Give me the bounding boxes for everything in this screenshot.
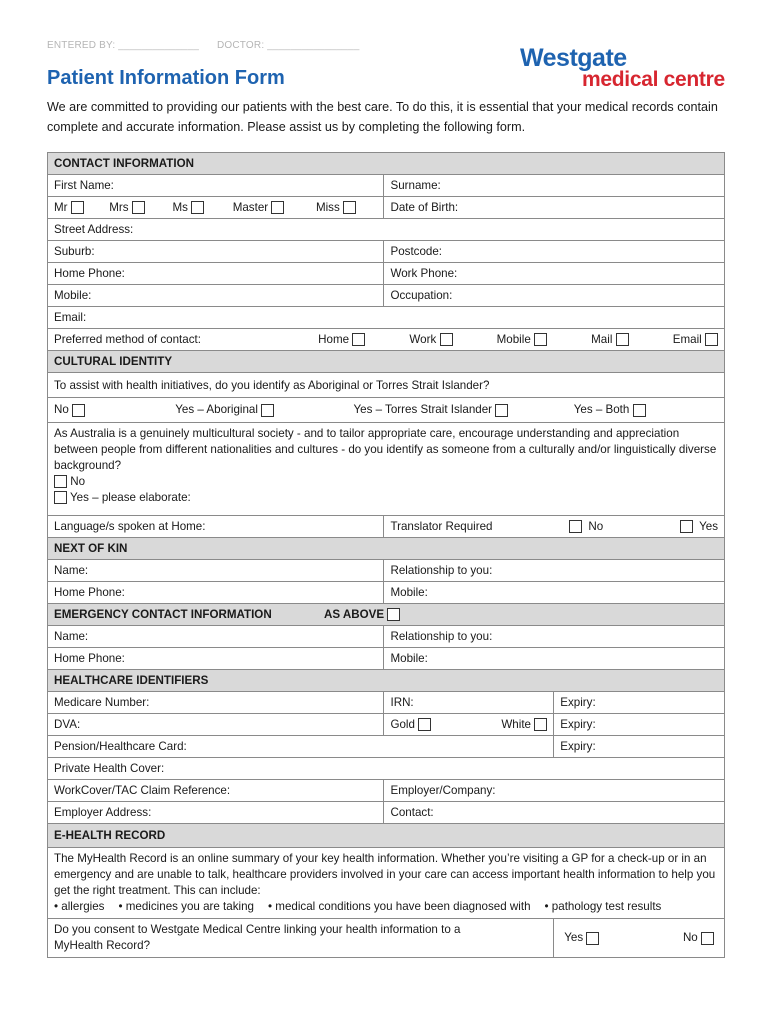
first-name-field[interactable]: First Name:: [48, 175, 384, 197]
section-contact-header: CONTACT INFORMATION: [48, 153, 725, 175]
consent-yes-checkbox[interactable]: [586, 932, 599, 945]
dva-gold-checkbox[interactable]: [418, 718, 431, 731]
method-mobile-checkbox[interactable]: [534, 333, 547, 346]
mobile-field[interactable]: Mobile:: [48, 285, 384, 307]
title-options: [48, 197, 384, 219]
method-home-label: Home: [318, 332, 350, 346]
bullet-allergies: • allergies: [54, 900, 105, 913]
title-master-label: Master: [232, 200, 269, 214]
atsi-tsi-label: Yes – Torres Strait Islander: [353, 403, 493, 417]
section-kin-header: NEXT OF KIN: [48, 538, 725, 560]
atsi-no-checkbox[interactable]: [72, 404, 85, 417]
method-mail-label: Mail: [591, 332, 613, 346]
medicare-field[interactable]: Medicare Number:: [48, 692, 384, 714]
intro-text: We are committed to providing our patients with the best care. To do this, it is essential that your medical records contain complete and accurate information. Please assist us by completing the following form.: [47, 100, 718, 134]
consent-options: [554, 919, 725, 958]
kin-relationship-field[interactable]: Relationship to you:: [384, 560, 725, 582]
translator-no-label: No: [588, 519, 604, 533]
mc-no-checkbox[interactable]: [54, 475, 67, 488]
postcode-field[interactable]: Postcode:: [384, 241, 725, 263]
work-phone-field[interactable]: Work Phone:: [384, 263, 725, 285]
entry-meta: [47, 40, 359, 51]
consent-no-label: No: [682, 931, 698, 945]
title-ms-checkbox[interactable]: [191, 201, 204, 214]
logo-line-2: medical centre: [582, 68, 725, 91]
private-health-field[interactable]: Private Health Cover:: [48, 758, 725, 780]
atsi-question: To assist with health initiatives, do you identify as Aboriginal or Torres Strait Islander?: [48, 373, 725, 398]
atsi-no-label: No: [54, 403, 69, 417]
atsi-aboriginal-label: Yes – Aboriginal: [175, 403, 258, 417]
atsi-both-checkbox[interactable]: [633, 404, 646, 417]
employer-address-field[interactable]: Employer Address:: [48, 802, 384, 824]
method-mail-checkbox[interactable]: [616, 333, 629, 346]
kin-name-field[interactable]: Name:: [48, 560, 384, 582]
emergency-header-label: EMERGENCY CONTACT INFORMATION: [54, 607, 272, 621]
logo-line-1: Westgate: [520, 44, 627, 72]
preferred-contact-row: [48, 329, 725, 351]
doctor-field[interactable]: DOCTOR: ________________: [216, 40, 360, 51]
suburb-field[interactable]: Suburb:: [48, 241, 384, 263]
atsi-tsi-checkbox[interactable]: [495, 404, 508, 417]
consent-no-checkbox[interactable]: [701, 932, 714, 945]
section-cultural-header: CULTURAL IDENTITY: [48, 351, 725, 373]
emergency-relationship-field[interactable]: Relationship to you:: [384, 626, 725, 648]
translator-yes-label: Yes: [699, 519, 718, 533]
clinic-logo: [520, 44, 730, 94]
method-work-label: Work: [409, 332, 437, 346]
emergency-name-field[interactable]: Name:: [48, 626, 384, 648]
multicultural-block: [48, 423, 725, 516]
translator-no-checkbox[interactable]: [569, 520, 582, 533]
method-email-checkbox[interactable]: [705, 333, 718, 346]
atsi-options-row: [48, 398, 725, 423]
mc-no-label: No: [70, 475, 86, 488]
bullet-conditions: • medical conditions you have been diagnosed with: [268, 900, 531, 913]
method-email-label: Email: [672, 332, 702, 346]
kin-home-phone-field[interactable]: Home Phone:: [48, 582, 384, 604]
home-phone-field[interactable]: Home Phone:: [48, 263, 384, 285]
translator-yes-checkbox[interactable]: [680, 520, 693, 533]
dva-white-checkbox[interactable]: [534, 718, 547, 731]
method-mobile-label: Mobile: [496, 332, 531, 346]
entered-by-field[interactable]: ENTERED BY: ______________: [47, 40, 199, 51]
dva-field[interactable]: DVA:: [48, 714, 384, 736]
emergency-home-phone-field[interactable]: Home Phone:: [48, 648, 384, 670]
medicare-expiry-field[interactable]: Expiry:: [554, 692, 725, 714]
multicultural-question: As Australia is a genuinely multicultural society - and to tailor appropriate care, encourage understanding and appreciation between people from different nationalities and cultures - do you identify as someone from a culturally and/or linguistically diverse background?: [54, 427, 717, 472]
bullet-pathology: • pathology test results: [544, 900, 662, 913]
pension-expiry-field[interactable]: Expiry:: [554, 736, 725, 758]
email-field[interactable]: Email:: [48, 307, 725, 329]
title-mrs-label: Mrs: [109, 200, 129, 214]
title-ms-label: Ms: [172, 200, 188, 214]
translator-row: [384, 516, 725, 538]
dob-field[interactable]: Date of Birth:: [384, 197, 725, 219]
dva-white-label: White: [501, 717, 531, 731]
title-master-checkbox[interactable]: [271, 201, 284, 214]
atsi-both-label: Yes – Both: [573, 403, 630, 417]
method-work-checkbox[interactable]: [440, 333, 453, 346]
dva-card-type: [384, 714, 554, 736]
title-mr-checkbox[interactable]: [71, 201, 84, 214]
page-title: Patient Information Form: [47, 67, 285, 89]
consent-question: Do you consent to Westgate Medical Centre linking your health information to a MyHealth Record?: [48, 919, 554, 958]
translator-label: Translator Required: [390, 520, 493, 533]
pension-card-field[interactable]: Pension/Healthcare Card:: [48, 736, 554, 758]
title-miss-label: Miss: [315, 200, 340, 214]
workcover-field[interactable]: WorkCover/TAC Claim Reference:: [48, 780, 384, 802]
occupation-field[interactable]: Occupation:: [384, 285, 725, 307]
language-field[interactable]: Language/s spoken at Home:: [48, 516, 384, 538]
section-emergency-header: [48, 604, 725, 626]
title-mrs-checkbox[interactable]: [132, 201, 145, 214]
dva-gold-label: Gold: [390, 717, 415, 731]
mc-yes-checkbox[interactable]: [54, 491, 67, 504]
employer-contact-field[interactable]: Contact:: [384, 802, 725, 824]
as-above-checkbox[interactable]: [387, 608, 400, 621]
as-above-label: AS ABOVE: [324, 607, 385, 621]
mc-yes-label: Yes – please elaborate:: [70, 491, 191, 504]
irn-field[interactable]: IRN:: [384, 692, 554, 714]
bullet-medicines: • medicines you are taking: [118, 900, 254, 913]
dva-expiry-field[interactable]: Expiry:: [554, 714, 725, 736]
ehealth-info-block: [48, 848, 725, 919]
ehealth-bullets: [54, 899, 718, 915]
emergency-mobile-field[interactable]: Mobile:: [384, 648, 725, 670]
section-ehealth-header: E-HEALTH RECORD: [48, 824, 725, 848]
preferred-contact-label: Preferred method of contact:: [54, 333, 201, 346]
title-miss-checkbox[interactable]: [343, 201, 356, 214]
ehealth-text: The MyHealth Record is an online summary of your key health information. Whether you’re visiting a GP for a check-up or in an emergency and are unable to talk, healthcare providers involved in your care can access important health information to help you get the right treatment. This can include:: [54, 852, 716, 897]
surname-field[interactable]: Surname:: [384, 175, 725, 197]
street-address-field[interactable]: Street Address:: [48, 219, 725, 241]
patient-form: [47, 152, 725, 958]
consent-yes-label: Yes: [564, 931, 584, 945]
employer-company-field[interactable]: Employer/Company:: [384, 780, 725, 802]
method-home-checkbox[interactable]: [352, 333, 365, 346]
atsi-aboriginal-checkbox[interactable]: [261, 404, 274, 417]
title-mr-label: Mr: [54, 200, 68, 214]
kin-mobile-field[interactable]: Mobile:: [384, 582, 725, 604]
section-health-header: HEALTHCARE IDENTIFIERS: [48, 670, 725, 692]
